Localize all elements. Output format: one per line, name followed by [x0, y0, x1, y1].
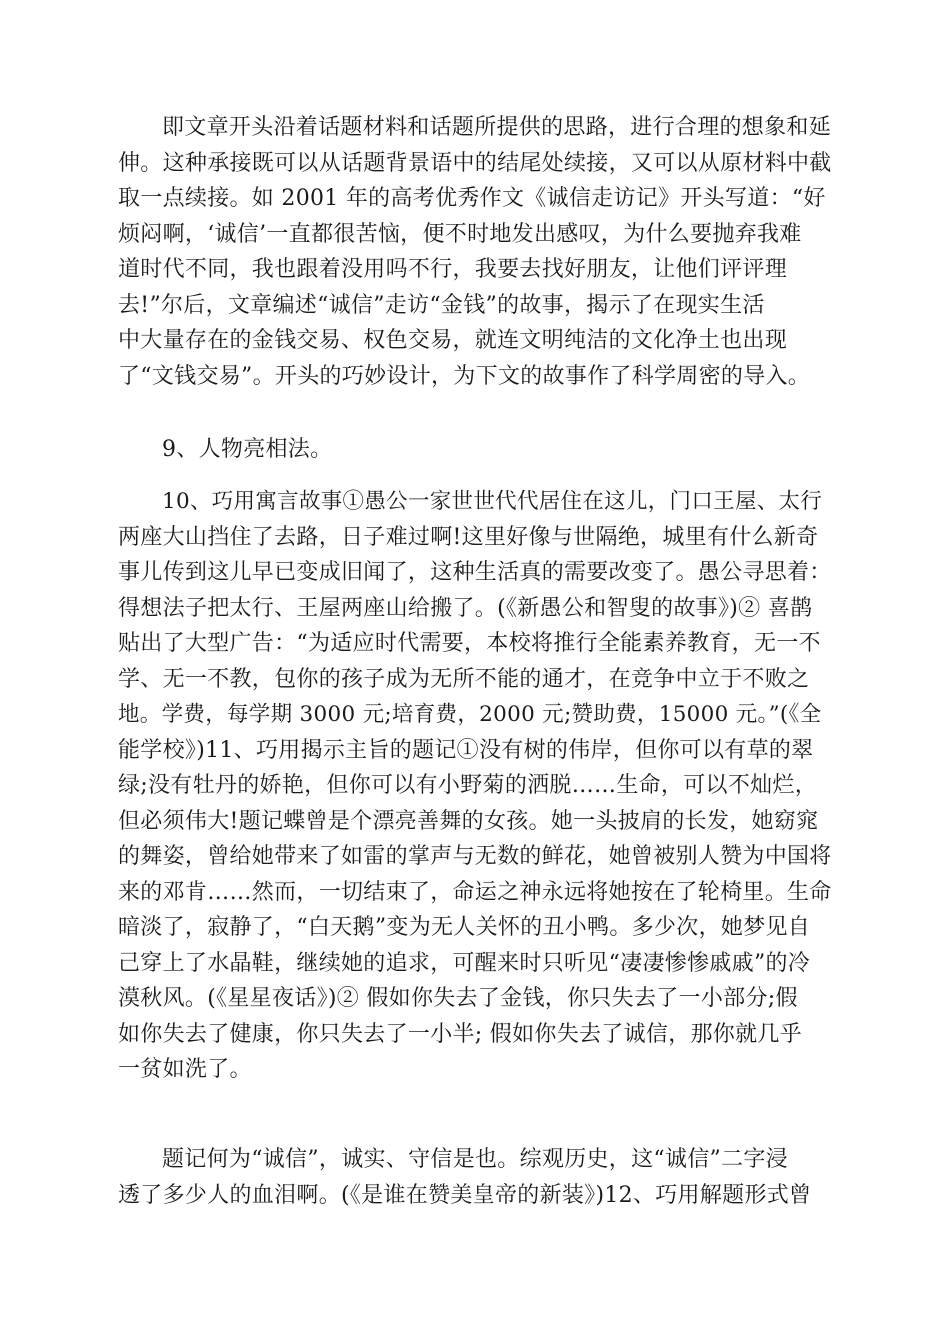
text-line: 绿;没有牡丹的娇艳，但你可以有小野菊的洒脱……生命，可以不灿烂， — [118, 773, 818, 798]
paragraph-epigraph-honesty — [118, 1142, 834, 1213]
text-line: 来的邓肯……然而，一切结束了，命运之神永远将她按在了轮椅里。生命 — [118, 879, 832, 905]
paragraph-opening-continuation — [118, 110, 834, 394]
text-line: 题记何为“诚信”，诚实、守信是也。综观历史，这“诚信”二字浸 — [162, 1147, 788, 1172]
text-line: 地。学费，每学期 3000 元;培育费，2000 元;赞助费，15000 元。”(《全 — [118, 702, 822, 727]
text-line: 事儿传到这儿早已变成旧闻了，这种生活真的需要改变了。愚公寻思着： — [118, 560, 832, 585]
text-line: 中大量存在的金钱交易、权色交易，就连文明纯洁的文化净土也出现 — [118, 328, 788, 353]
text-line: 10、巧用寓言故事①愚公一家世世代代居住在这儿，门口王屋、太行 — [162, 489, 823, 514]
paragraph-items-10-11 — [118, 484, 834, 1088]
text-line: 取一点续接。如 2001 年的高考优秀作文《诚信走访记》开头写道：“好 — [118, 186, 826, 211]
text-line: 9、人物亮相法。 — [162, 437, 333, 462]
text-line: 的舞姿，曾给她带来了如雷的掌声与无数的鲜花，她曾被别人赞为中国将 — [118, 844, 832, 869]
text-line: 得想法子把太行、王屋两座山给搬了。(《新愚公和智叟的故事》)② 喜鹊 — [118, 595, 813, 621]
text-line: 贴出了大型广告：“为适应时代需要，本校将推行全能素养教育，无一不 — [118, 631, 821, 656]
text-line: 学、无一不教，包你的孩子成为无所不能的通才，在竞争中立于不败之 — [118, 666, 810, 692]
text-line: 伸。这种承接既可以从话题背景语中的结尾处续接，又可以从原材料中截 — [118, 150, 832, 176]
text-line: 透了多少人的血泪啊。(《是谁在赞美皇帝的新装》)12、巧用解题形式曾 — [118, 1182, 812, 1208]
text-line: 漠秋风。(《星星夜话》)② 假如你失去了金钱，你只失去了一小部分;假 — [118, 986, 798, 1011]
text-line: 己穿上了水晶鞋，继续她的追求，可醒来时只听见“凄凄惨惨戚戚”的冷 — [118, 950, 811, 976]
text-line: 即文章开头沿着话题材料和话题所提供的思路，进行合理的想象和延 — [162, 115, 832, 140]
paragraph-item-9 — [118, 432, 834, 468]
text-line: 能学校》)11、巧用揭示主旨的题记①没有树的伟岸，但你可以有草的翠 — [118, 737, 814, 763]
text-line: 了“文钱交易”。开头的巧妙设计，为下文的故事作了科学周密的导入。 — [118, 363, 811, 389]
text-line: 但必须伟大!题记蝶曾是个漂亮善舞的女孩。她一头披肩的长发，她窈窕 — [118, 808, 819, 834]
text-line: 烦闷啊，‘诚信’一直都很苦恼，便不时地发出感叹，为什么要抛弃我难 — [118, 221, 802, 247]
text-line: 道时代不同，我也跟着没用吗不行，我要去找好朋友，让他们评评理 — [118, 257, 788, 282]
text-line: 两座大山挡住了去路，日子难过啊!这里好像与世隔绝，城里有什么新奇 — [118, 524, 819, 550]
text-line: 如你失去了健康，你只失去了一小半; 假如你失去了诚信，那你就几乎 — [118, 1021, 803, 1047]
text-line: 暗淡了，寂静了，“白天鹅”变为无人关怀的丑小鸭。多少次，她梦见自 — [118, 915, 811, 940]
text-line: 去!”尔后，文章编述“诚信”走访“金钱”的故事，揭示了在现实生活 — [118, 292, 765, 318]
text-line: 一贫如洗了。 — [118, 1057, 252, 1082]
